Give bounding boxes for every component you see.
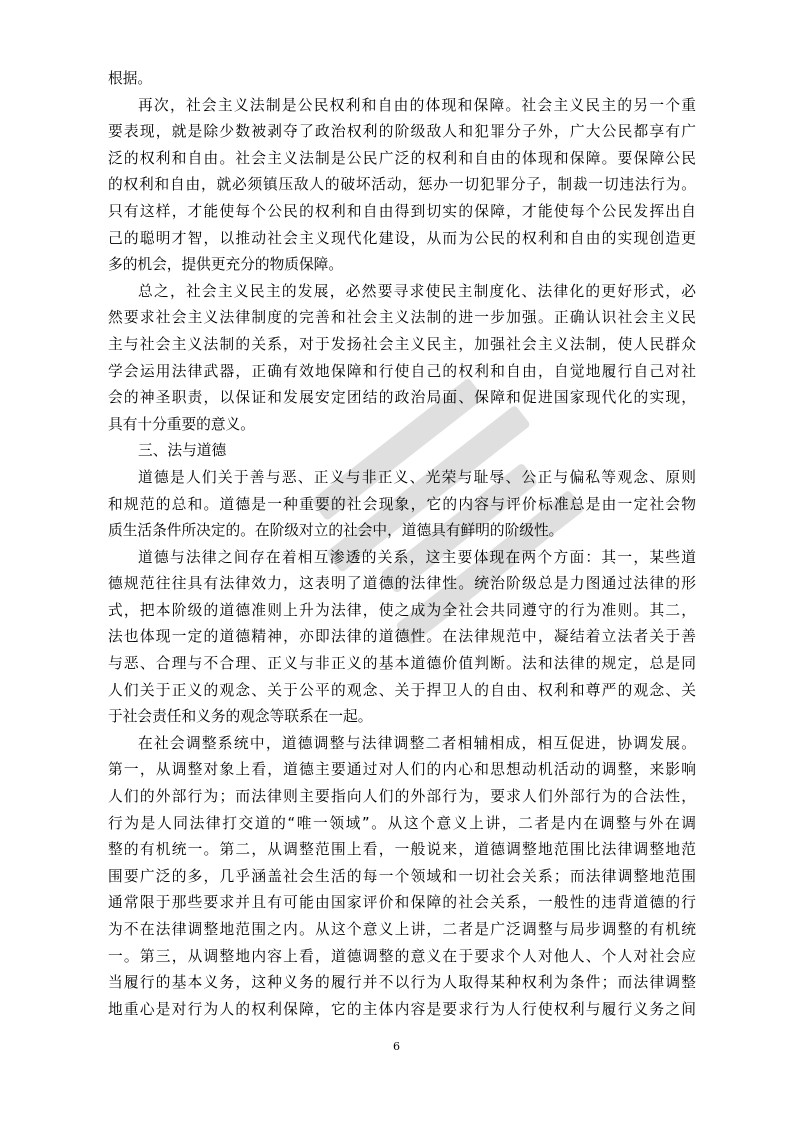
text-line: 德规范往往具有法律效力，这表明了道德的法律性。统治阶级总是力图通过法律的形 xyxy=(108,575,696,593)
text-line: 三、法与道德 xyxy=(138,442,227,460)
text-line: 的权利和自由，就必须镇压敌人的破坏活动，惩办一切犯罪分子，制裁一切违法行为。 xyxy=(108,176,696,194)
text-line: 围要广泛的多，几乎涵盖社会生活的每一个领域和一切社会关系；而法律调整地范围 xyxy=(108,867,696,885)
text-line: 质生活条件所决定的。在阶级对立的社会中，道德具有鲜明的阶级性。 xyxy=(108,522,564,540)
text-line: 只有这样，才能使每个公民的权利和自由得到切实的保障，才能使每个公民发挥出自 xyxy=(108,202,696,220)
text-line: 一。第三，从调整地内容上看，道德调整的意义在于要求个人对他人、个人对社会应 xyxy=(108,947,696,965)
text-line: 式，把本阶级的道德准则上升为法律，使之成为全社会共同遵守的行为准则。其二， xyxy=(108,601,696,619)
text-line: 为不在法律调整地范围之内。从这个意义上讲，二者是广泛调整与局步调整的有机统 xyxy=(108,921,696,938)
text-line: 要表现，就是除少数被剥夺了政治权利的阶级敌人和犯罪分子外，广大公民都享有广 xyxy=(108,123,696,141)
text-line: 整的有机统一。第二，从调整范围上看，一般说来，道德调整地范围比法律调整地范 xyxy=(108,841,696,859)
text-line: 于社会责任和义务的观念等联系在一起。 xyxy=(108,708,373,726)
text-line: 学会运用法律武器，正确有效地保障和行使自己的权利和自由，自觉地履行自己对社 xyxy=(108,362,696,380)
text-line: 道德与法律之间存在着相互渗透的关系，这主要体现在两个方面：其一，某些道 xyxy=(138,548,696,566)
text-line: 当履行的基本义务，这种义务的履行并不以行为人取得某种权利为条件；而法律调整 xyxy=(108,974,696,992)
text-line: 多的机会，提供更充分的物质保障。 xyxy=(108,256,344,274)
body-text xyxy=(108,66,696,1023)
text-line: 法也体现一定的道德精神，亦即法律的道德性。在法律规范中，凝结着立法者关于善 xyxy=(108,628,696,646)
text-line: 第一，从调整对象上看，道德主要通过对人们的内心和思想动机活动的调整，来影响 xyxy=(108,761,696,779)
text-line: 通常限于那些要求并且有可能由国家评价和保障的社会关系，一般性的违背道德的行 xyxy=(108,894,696,912)
text-line: 人们的外部行为；而法律则主要指向人们的外部行为，要求人们外部行为的合法性， xyxy=(108,788,696,806)
text-line: 和规范的总和。道德是一种重要的社会现象，它的内容与评价标准总是由一定社会物 xyxy=(108,495,696,513)
text-line: 行为是人同法律打交道的“唯一领域”。从这个意义上讲，二者是内在调整与外在调 xyxy=(108,814,696,832)
text-line: 道德是人们关于善与恶、正义与非正义、光荣与耻辱、公正与偏私等观念、原则 xyxy=(138,468,696,486)
text-line: 根据。 xyxy=(108,70,153,87)
text-line: 人们关于正义的观念、关于公平的观念、关于捍卫人的自由、权利和尊严的观念、关 xyxy=(108,681,696,699)
text-line: 地重心是对行为人的权利保障，它的主体内容是要求行为人行使权利与履行义务之间 xyxy=(108,1000,696,1018)
text-line: 会的神圣职责，以保证和发展安定团结的政治局面、保障和促进国家现代化的实现， xyxy=(108,389,696,407)
page-number: 6 xyxy=(393,1040,400,1053)
text-line: 再次，社会主义法制是公民权利和自由的体现和保障。社会主义民主的另一个重 xyxy=(138,96,696,114)
text-line: 在社会调整系统中，道德调整与法律调整二者相辅相成，相互促进，协调发展。 xyxy=(138,734,696,752)
text-line: 己的聪明才智，以推动社会主义现代化建设，从而为公民的权利和自由的实现创造更 xyxy=(108,229,696,247)
text-line: 主与社会主义法制的关系，对于发扬社会主义民主，加强社会主义法制，使人民群众 xyxy=(108,335,696,353)
text-line: 与恶、合理与不合理、正义与非正义的基本道德价值判断。法和法律的规定，总是同 xyxy=(108,655,696,673)
text-line: 然要求社会主义法律制度的完善和社会主义法制的进一步加强。正确认识社会主义民 xyxy=(108,309,696,327)
text-line: 泛的权利和自由。社会主义法制是公民广泛的权利和自由的体现和保障。要保障公民 xyxy=(108,149,696,167)
text-line: 总之，社会主义民主的发展，必然要寻求使民主制度化、法律化的更好形式，必 xyxy=(138,282,696,300)
text-line: 具有十分重要的意义。 xyxy=(108,415,255,433)
